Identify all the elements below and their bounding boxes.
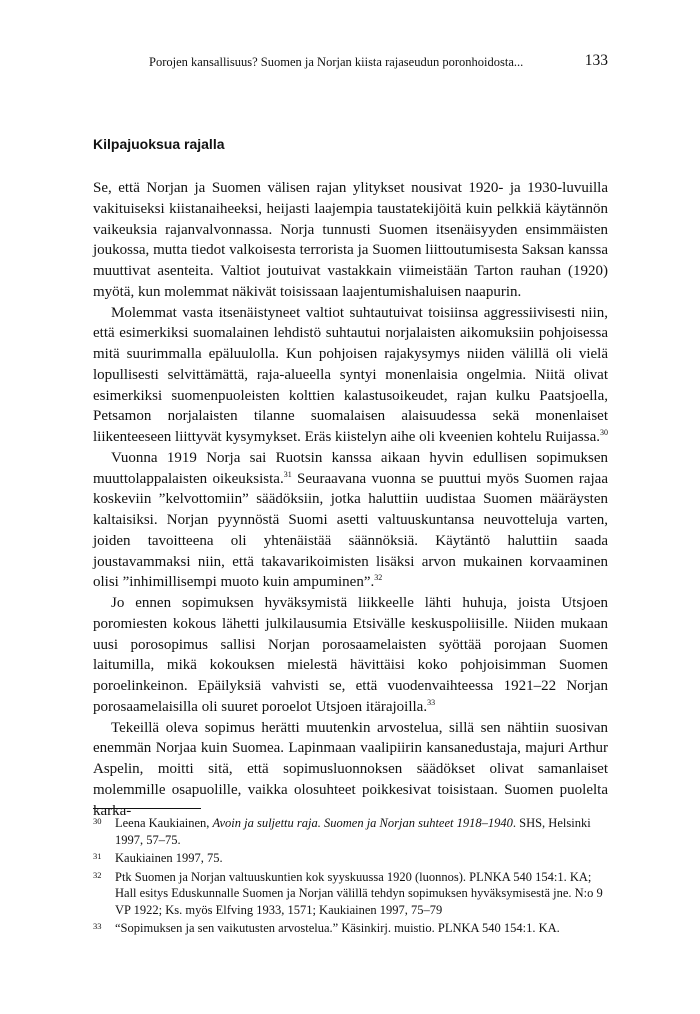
body-text bbox=[93, 178, 608, 821]
footnote-number: 31 bbox=[93, 851, 102, 861]
footnote-ref-32: 32 bbox=[374, 573, 383, 583]
footnote-text-after: . SHS, Helsinki 1997, 57–75. bbox=[115, 816, 591, 847]
paragraph-5 bbox=[93, 718, 608, 822]
footnote-33 bbox=[93, 920, 608, 937]
footnote-ref-31: 31 bbox=[283, 469, 292, 479]
page-number: 133 bbox=[584, 52, 608, 69]
footnote-text: Ptk Suomen ja Norjan valtuuskuntien kok syyskuussa 1920 (luonnos). PLNKA 540 154:1. KA; Hall esitys Eduskunnalle Suomen ja Norjan välillä tehdyn sopimuksen hyväksymisestä jne. N:o 9 VP 1922; Ks. myös Elfving 1933, 1571; Kaukiainen 1997, 75–79 bbox=[115, 869, 603, 917]
paragraph-text: Vuonna 1919 Norja sai Ruotsin kanssa aikaan hyvin edullisen sopimuksen muuttolappalaisten oikeuksista. bbox=[93, 449, 608, 487]
footnote-book-title: Avoin ja suljettu raja. Suomen ja Norjan suhteet 1918–1940 bbox=[212, 816, 513, 830]
running-title: Porojen kansallisuus? Suomen ja Norjan kiista rajaseudun poronhoidosta... bbox=[149, 55, 524, 69]
paragraph-text: Molemmat vasta itsenäistyneet valtiot suhtautuivat toisiinsa aggressiivisesti niin, että esimerkiksi suomalainen lehdistö suhtautui norjalaisten aikomuksiin pohjoisessa mitä suurimmalla epäluulolla. Kun pohjoisen rajakysymys niiden välillä oli vielä lopullisesti selvittämättä, raja-alueella syntyi monenlaisia ongelmia. Niitä olivat esimerkiksi suomenpuoleisten kolttien kalastusoikeudet, rajan kulku Paatsjoella, Petsamon norjalaisten tilanne suomalaisen alaisuudessa sekä monenlaiset liikenteeseen liittyvät kysymykset. Eräs kiistelyn aihe oli kveenien kohtelu Ruijassa. bbox=[93, 304, 608, 445]
footnotes bbox=[93, 815, 608, 939]
footnote-text bbox=[115, 815, 608, 848]
footnote-text: “Sopimuksen ja sen vaikutusten arvostelua.” Käsinkirj. muistio. PLNKA 540 154:1. KA. bbox=[115, 921, 560, 935]
footnote-number: 30 bbox=[93, 816, 102, 826]
footnote-30 bbox=[93, 815, 608, 848]
paragraph-text: Tekeillä oleva sopimus herätti muutenkin arvostelua, sillä sen nähtiin suosivan enemmän Norjaa kuin Suomea. Lapinmaan vaalipiirin kansanedustaja, majuri Arthur Aspelin, moitti sitä, että sopimusluonnoksen säädökset olivat samanlaiset molemmille osapuolille, vaikka olosuhteet poikkesivat toisistaan. Suomen puolelta karka- bbox=[93, 719, 608, 819]
footnote-32 bbox=[93, 869, 608, 919]
paragraph-2 bbox=[93, 303, 608, 448]
section-heading: Kilpajuoksua rajalla bbox=[93, 136, 225, 152]
footnote-text-before: Leena Kaukiainen, bbox=[115, 816, 213, 830]
paragraph-text: Se, että Norjan ja Suomen välisen rajan ylitykset nousivat 1920- ja 1930-luvuilla vakituiseksi kiistanaiheeksi, heijasti laajempia taustatekijöitä kuin pelkkiä käytännön vaikeuksia rajanvalvonnassa. Norja tunnusti Suomen itsenäisyyden ensimmäisten joukossa, mutta tiedot valkoisesta terrorista ja Suomen liittoutumisesta Saksan kanssa muuttivat asenteita. Valtiot joutuivat vastakkain viimeistään Tarton rauhan (1920) myötä, kun molemmat näkivät toisissaan laajentumishaluisen naapurin. bbox=[93, 180, 608, 300]
paragraph-text-continued: Seuraavana vuonna se puuttui myös Suomen rajaa koskeviin ”kelvottomiin” säädöksiin, jotka haluttiin uudistaa Suomen määräysten kaltaisiksi. Norjan pyynnöstä Suomi asetti valtuuskuntansa neuvotteluja varten, joiden tavoitteena oli yhtenäistää säännöksiä. Käytäntö haluttiin saada joustavammaksi niin, että takavarikoimisten lisäksi arvon mukainen korvaaminen olisi ”inhimillisempi muoto kuin ampuminen”. bbox=[93, 470, 608, 591]
footnote-text: Kaukiainen 1997, 75. bbox=[115, 851, 223, 865]
footnote-ref-30: 30 bbox=[599, 428, 608, 437]
paragraph-4 bbox=[93, 593, 608, 718]
paragraph-1 bbox=[93, 178, 608, 303]
footnote-divider bbox=[93, 808, 201, 809]
footnote-31 bbox=[93, 850, 608, 867]
footnote-number: 33 bbox=[93, 921, 102, 931]
paragraph-3 bbox=[93, 448, 608, 593]
footnote-number: 32 bbox=[93, 869, 102, 880]
paragraph-text: Jo ennen sopimuksen hyväksymistä liikkeelle lähti huhuja, joista Utsjoen poromiesten kokous lähetti julkilausumia Etsivälle keskuspoliisille. Niiden mukaan uusi porosopimus sallisi Norjan porosaamelaisten syöttää porojaan Suomen laitumilla, mikä kokouksen mielestä hävittäisi koko pohjoisimman Suomen poroelinkeinon. Epäilyksiä vahvisti se, että vuodenvaihteessa 1921–22 Norjan porosaamelaisilla oli suuret poroelot Utsjoen itärajoilla. bbox=[93, 595, 608, 715]
footnote-ref-33: 33 bbox=[427, 697, 436, 707]
